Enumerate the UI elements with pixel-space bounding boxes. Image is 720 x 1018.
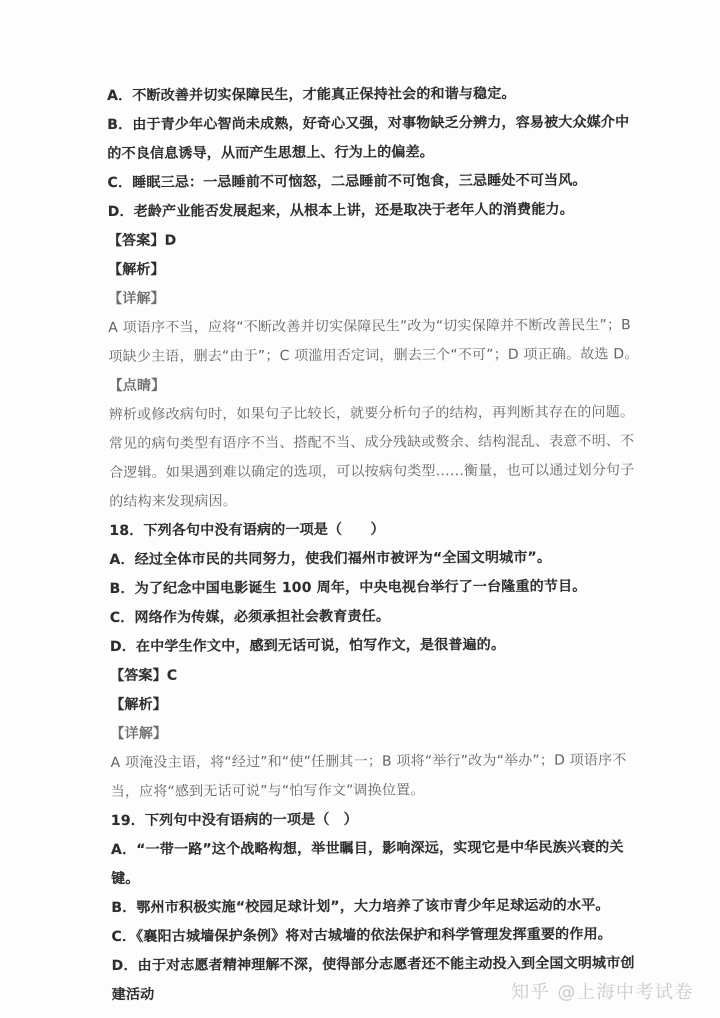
doc-block-option: A．不断改善并切实保障民生，才能真正保持社会的和谐与稳定。: [107, 85, 516, 104]
document-text-area: [107, 79, 646, 1010]
doc-block-option: B．为了纪念中国电影诞生 100 周年，中央电视台举行了一台隆重的节目。: [109, 578, 587, 597]
doc-block-para: 辨析或修改病句时，如果句子比较长，就要分析句子的结构，再判断其存在的问题。常见的病句类型有语序不当、搭配不当、成分残缺或赘余、结构混乱、表意不明、不合逻辑。如果遇到难以确定的选项，可以按病句类型……衡量，也可以通过划分句子的结构来发现病因。: [108, 404, 635, 510]
doc-block-strong-label: 【解析】: [107, 261, 165, 278]
doc-block-faint-label: 【详解】: [108, 290, 165, 307]
doc-block-faint-label: 【点睛】: [108, 377, 166, 394]
doc-block-option: D．老龄产业能否发展起来，从根本上讲，还是取决于老年人的消费能力。: [107, 201, 574, 220]
doc-block-option: C．睡眠三忌：一忌睡前不可恼怒，二忌睡前不可饱食，三忌睡处不可当风。: [107, 172, 587, 191]
doc-block-option: B．由于青少年心智尚未成熟，好奇心又强，对事物缺乏分辨力，容易被大众媒介中的不良信息诱导，从而产生思想上、行为上的偏差。: [107, 114, 630, 162]
doc-block-para: A 项语序不当，应将“不断改善并切实保障民生”改为“切实保障并不断改善民生”；B 项缺少主语，删去“由于”；C 项滥用否定词，删去三个“不可”；D 项正确。故选 D。: [108, 317, 639, 365]
doc-block-faint-label: 【详解】: [110, 725, 168, 742]
doc-block-option: D．在中学生作文中，感到无话可说，怕写作文，是很普遍的。: [109, 636, 506, 655]
doc-block-option: A．“一带一路”这个战略构想，举世瞩目，影响深远，实现它是中华民族兴衰的关键。: [110, 839, 624, 887]
doc-block-option: C．《襄阳古城墙保护条例》将对古城墙的依法保护和科学管理发挥重要的作用。: [111, 926, 612, 945]
doc-block-answer: 【答案】D: [107, 232, 177, 249]
doc-block-answer: 【答案】C: [110, 667, 178, 684]
doc-block-qheader: 18．下列各句中没有语病的一项是（ ）: [109, 521, 385, 539]
doc-block-strong-label: 【解析】: [110, 696, 168, 713]
doc-block-option: C．网络作为传媒，必须承担社会教育责任。: [109, 608, 391, 626]
doc-block-option: D．由于对志愿者精神理解不深，使得部分志愿者还不能主动投入到全国文明城市创建活动: [111, 955, 635, 1003]
zhihu-watermark: 知乎 @上海中考试卷: [511, 982, 694, 1003]
doc-block-para: A 项淹没主语，将“经过”和“使”任删其一；B 项将“举行”改为“举办”；D 项语序不当，应将“感到无话可说”与“怕写作文”调换位置。: [110, 752, 627, 800]
doc-block-qheader: 19．下列句中没有语病的一项是（ ）: [110, 811, 359, 829]
doc-block-option: B．鄂州市积极实施“校园足球计划”，大力培养了该市青少年足球运动的水平。: [111, 897, 610, 916]
doc-block-option: A．经过全体市民的共同努力，使我们福州市被评为“全国文明城市”。: [109, 549, 552, 568]
